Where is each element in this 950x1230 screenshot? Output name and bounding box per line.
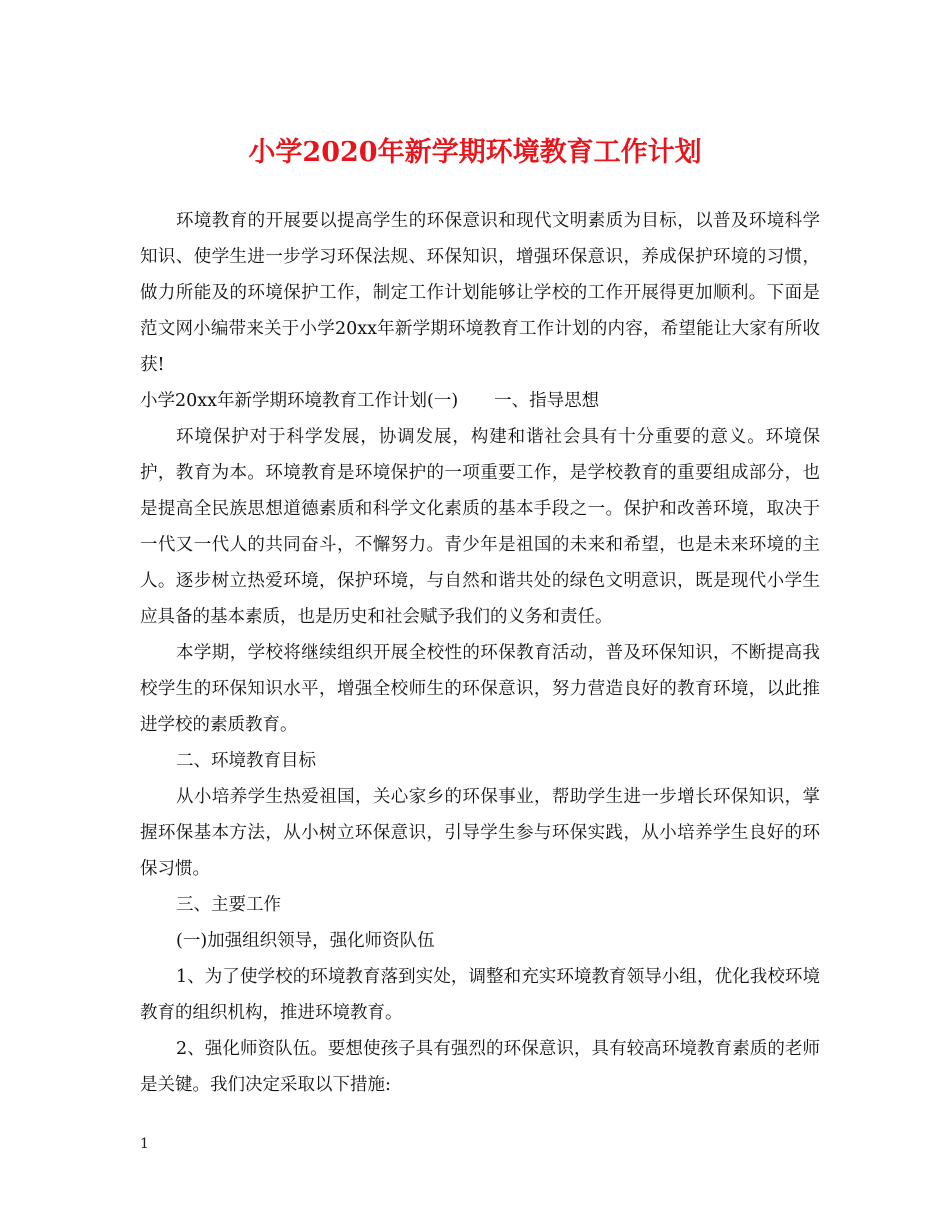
section1-heading: 一、指导思想 xyxy=(494,391,600,411)
page-number: 1 xyxy=(140,1136,149,1152)
intro-paragraph: 环境教育的开展要以提高学生的环保意识和现代文明素质为目标，以普及环境科学知识、使学生进一步学习环保法规、环保知识，增强环保意识，养成保护环境的习惯，做力所能及的环境保护工作，制定工作计划能够让学校的工作开展得更加顺利。下面是范文网小编带来关于小学20xx年新学期环境教育工作计划的内容，希望能让大家有所收获! xyxy=(140,211,820,375)
section1-paragraph-2: 本学期，学校将继续组织开展全校性的环保教育活动，普及环保知识，不断提高我校学生的环保知识水平，增强全校师生的环保意识，努力营造良好的教育环境，以此推进学校的素质教育。 xyxy=(140,643,820,735)
section2-heading: 二、环境教育目标 xyxy=(176,751,316,771)
plan-heading: 小学20xx年新学期环境教育工作计划(一) xyxy=(140,391,459,411)
plan-heading-line xyxy=(140,383,820,419)
document-body xyxy=(140,203,820,1103)
list-item-1: 1、为了使学校的环境教育落到实处，调整和充实环境教育领导小组，优化我校环境教育的组织机构，推进环境教育。 xyxy=(140,967,820,1023)
section2-paragraph-1: 从小培养学生热爱祖国，关心家乡的环保事业，帮助学生进一步增长环保知识，掌握环保基本方法，从小树立环保意识，引导学生参与环保实践，从小培养学生良好的环保习惯。 xyxy=(140,787,820,879)
section1-paragraph-1: 环境保护对于科学发展，协调发展，构建和谐社会具有十分重要的意义。环境保护，教育为本。环境教育是环境保护的一项重要工作，是学校教育的重要组成部分，也是提高全民族思想道德素质和科学文化素质的基本手段之一。保护和改善环境，取决于一代又一代人的共同奋斗，不懈努力。青少年是祖国的未来和希望，也是未来环境的主人。逐步树立热爱环境，保护环境，与自然和谐共处的绿色文明意识，既是现代小学生应具备的基本素质，也是历史和社会赋予我们的义务和责任。 xyxy=(140,427,820,627)
subsection1-heading: (一)加强组织领导，强化师资队伍 xyxy=(176,931,435,951)
section3-heading: 三、主要工作 xyxy=(176,895,281,915)
list-item-2: 2、强化师资队伍。要想使孩子具有强烈的环保意识，具有较高环境教育素质的老师是关键。我们决定采取以下措施: xyxy=(140,1039,820,1095)
document-title: 小学2020年新学期环境教育工作计划 xyxy=(248,137,702,168)
